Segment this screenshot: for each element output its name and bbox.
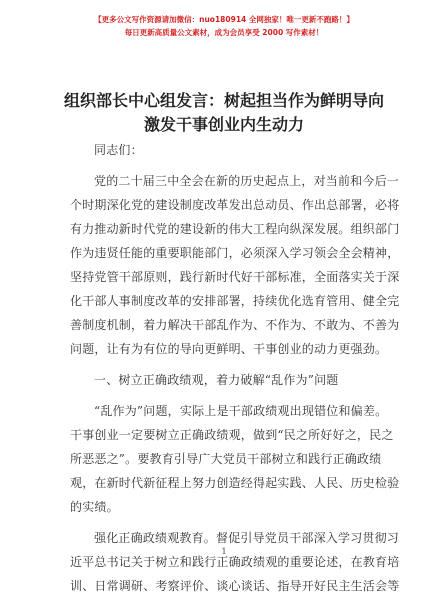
promo-banner-line-1: 【更多公文写作资源请加微信：nuo180914 全网独家！唯一更新不跑路！】 — [94, 15, 354, 24]
document-title-line-2: 激发干事创业内生动力 — [143, 115, 304, 134]
text-line: 个时期深化党的建设制度改革发出总动员、作出总部署，必将 — [70, 198, 400, 212]
paragraph-education — [70, 526, 400, 598]
text-line: 所恶恶之”。要教育引导广大党员干部树立和践行正确政绩 — [70, 452, 382, 466]
text-line: 作为违贤任能的重要职能部门，必须深入学习领会全会精神， — [70, 246, 400, 260]
text-line: 坚持党管干部原则，践行新时代好干部标准，全面落实关于深 — [70, 270, 400, 284]
text-line: 化干部人事制度改革的安排部署，持续优化选育管用、健全完 — [70, 294, 400, 308]
text-line: 有力推动新时代党的建设新的伟大工程向纵深发展。组织部门 — [70, 222, 400, 236]
promo-banner-line-2: 每日更新高质量公文素材，成为会员享受 2000 写作素材！ — [124, 28, 324, 37]
text-line: 问题，让有为有位的导向更鲜明、干事创业的动力更强劲。 — [70, 342, 388, 356]
page-number: 1 — [221, 547, 227, 556]
salutation: 同志们： — [94, 143, 143, 157]
text-line: 训、日常调研、考察评价、谈心谈话、指导开好民主生活会等 — [70, 579, 400, 593]
section-heading: 一、树立正确政绩观，着力破解“乱作为”问题 — [94, 373, 339, 387]
text-line: 党的二十届三中全会在新的历史起点上，对当前和今后一 — [94, 174, 400, 188]
document-title-line-1: 组织部长中心组发言：树起担当作为鲜明导向 — [63, 91, 384, 110]
text-line: 近平总书记关于树立和践行正确政绩观的重要论述，在教育培 — [70, 555, 400, 569]
paragraph-section-1 — [70, 399, 400, 519]
text-line: 观，在新时代新征程上努力创造经得起实践、人民、历史检验 — [70, 476, 400, 490]
text-line: 善制度机制，着力解决干部乱作为、不作为、不敢为、不善为 — [70, 318, 400, 332]
text-line: 强化正确政绩观教育。督促引导党员干部深入学习贯彻习 — [94, 531, 400, 545]
text-line: 的实绩。 — [70, 500, 119, 514]
text-line: “乱作为”问题，实际上是干部政绩观出现错位和偏差。 — [94, 404, 388, 418]
text-line: 干事创业一定要树立正确政绩观，做到“民之所好好之，民之 — [70, 428, 394, 442]
paragraph-intro — [70, 169, 400, 361]
document-body — [70, 138, 400, 598]
